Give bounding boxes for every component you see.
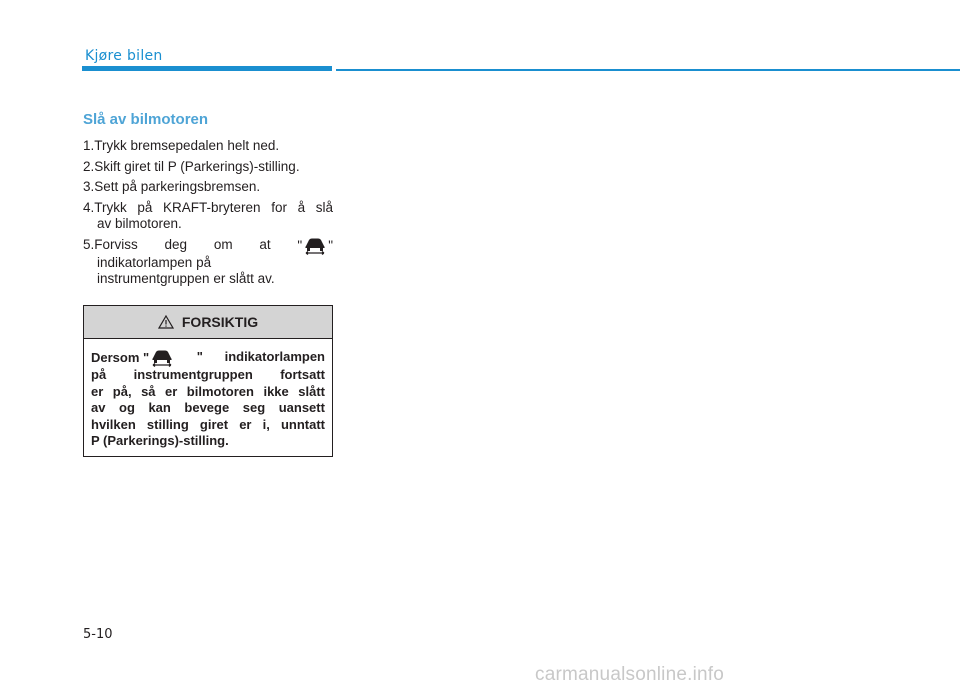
- word: kan: [148, 400, 171, 415]
- word: ": [196, 349, 203, 364]
- word: er: [239, 416, 252, 432]
- word: om: [213, 236, 233, 252]
- text: Dersom ": [91, 350, 150, 365]
- word: så: [141, 383, 156, 399]
- page-number: 5-10: [83, 627, 113, 642]
- word: fortsatt: [280, 367, 325, 382]
- step-1: 1.Trykk bremsepedalen helt ned.: [83, 138, 280, 153]
- step-5: [83, 237, 333, 288]
- quote-close: ": [328, 237, 333, 253]
- caution-title: FORSIKTIG: [181, 314, 259, 330]
- word: på,: [112, 383, 132, 399]
- word: av: [91, 400, 106, 415]
- caution-body: [84, 339, 332, 450]
- word: på: [137, 199, 153, 215]
- caution-line-3: [91, 384, 325, 401]
- word: KRAFT-bryteren: [163, 199, 261, 215]
- step-4-line-1: [83, 200, 333, 217]
- word: å: [297, 199, 306, 215]
- warning-triangle-icon: [158, 315, 174, 329]
- word: på: [91, 367, 107, 382]
- word: bevege: [184, 400, 230, 415]
- word: i,: [262, 416, 270, 432]
- word: at: [259, 236, 271, 252]
- car-ready-indicator-icon: [149, 349, 175, 367]
- word: seg: [242, 400, 266, 415]
- word: slått: [298, 383, 325, 399]
- step-5-line-1: [83, 237, 333, 255]
- caution-box: [83, 305, 333, 457]
- word: er: [91, 383, 104, 399]
- word: instrumentgruppen: [133, 367, 253, 382]
- chapter-title: Kjøre bilen: [85, 48, 163, 64]
- word: stilling: [146, 416, 189, 432]
- word: er: [165, 383, 178, 399]
- step-4: [83, 200, 333, 233]
- word: indikatorlampen: [97, 254, 193, 270]
- caution-line-4: [91, 400, 325, 417]
- car-ready-indicator-icon: [302, 237, 328, 255]
- word: deg: [164, 236, 188, 252]
- step-3: 3.Sett på parkeringsbremsen.: [83, 179, 261, 194]
- word: 4.Trykk: [83, 199, 127, 215]
- caution-line-1: [91, 349, 325, 367]
- word: for: [271, 199, 287, 215]
- word: indikatorlampen: [224, 349, 325, 364]
- step-5-line-3: instrumentgruppen er slått av.: [97, 271, 275, 286]
- caution-header: [84, 306, 332, 339]
- word: hvilken: [91, 416, 136, 432]
- word: giret: [199, 416, 229, 432]
- word: slå: [315, 199, 333, 215]
- quoted-indicator: [297, 237, 333, 255]
- steps-list: [83, 138, 333, 292]
- header-rule-thin: [336, 69, 960, 71]
- step-4-line-2: av bilmotoren.: [97, 216, 182, 231]
- watermark: carmanualsonline.info: [535, 664, 725, 685]
- step-5-line-2: [83, 255, 333, 272]
- word: unntatt: [280, 416, 325, 432]
- header-rule-thick: [82, 66, 332, 71]
- word: uansett: [278, 400, 325, 415]
- caution-line-6: P (Parkerings)-stilling.: [91, 433, 229, 448]
- word: 5.Forviss: [83, 236, 138, 252]
- caution-line-2: [91, 367, 325, 384]
- word: ikke: [263, 383, 289, 399]
- section-heading: Slå av bilmotoren: [83, 111, 209, 128]
- caution-indicator-phrase: [91, 349, 175, 367]
- caution-line-5: [91, 417, 325, 434]
- word: bilmotoren: [186, 383, 254, 399]
- word: og: [119, 400, 135, 415]
- word: på: [196, 254, 212, 270]
- quote-open: ": [297, 237, 303, 253]
- step-2: 2.Skift giret til P (Parkerings)-stilling.: [83, 158, 300, 174]
